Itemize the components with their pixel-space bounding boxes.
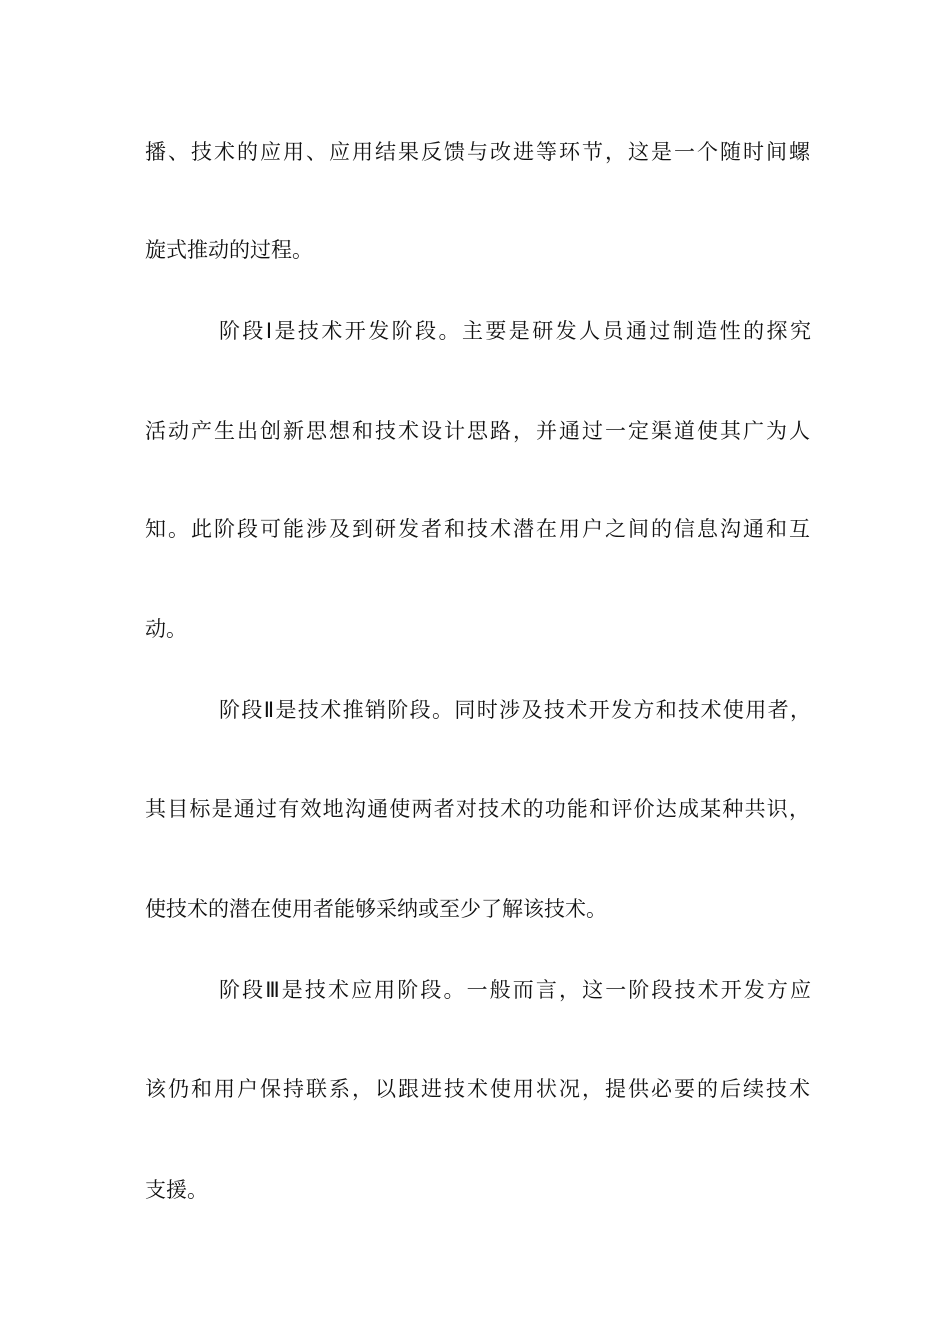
text-line: 其目标是通过有效地沟通使两者对技术的功能和评价达成某种共识，	[145, 797, 810, 821]
text-line: 该仍和用户保持联系，以跟进技术使用状况，提供必要的后续技术	[145, 1077, 810, 1101]
text-line: 动。	[145, 617, 187, 641]
text-line: 支援。	[145, 1178, 208, 1202]
text-line: 阶段Ⅱ是技术推销阶段。同时涉及技术开发方和技术使用者，	[219, 698, 811, 722]
text-line: 活动产生出创新思想和技术设计思路，并通过一定渠道使其广为人	[145, 419, 810, 443]
text-line: 播、技术的应用、应用结果反馈与改进等环节，这是一个随时间螺	[145, 140, 810, 164]
text-line: 使技术的潜在使用者能够采纳或至少了解该技术。	[145, 897, 607, 921]
text-line: 旋式推动的过程。	[145, 238, 313, 262]
text-line: 阶段Ⅲ是技术应用阶段。一般而言，这一阶段技术开发方应	[219, 978, 811, 1002]
text-line: 阶段Ⅰ是技术开发阶段。主要是研发人员通过制造性的探究	[219, 319, 811, 343]
text-line: 知。此阶段可能涉及到研发者和技术潜在用户之间的信息沟通和互	[145, 517, 810, 541]
